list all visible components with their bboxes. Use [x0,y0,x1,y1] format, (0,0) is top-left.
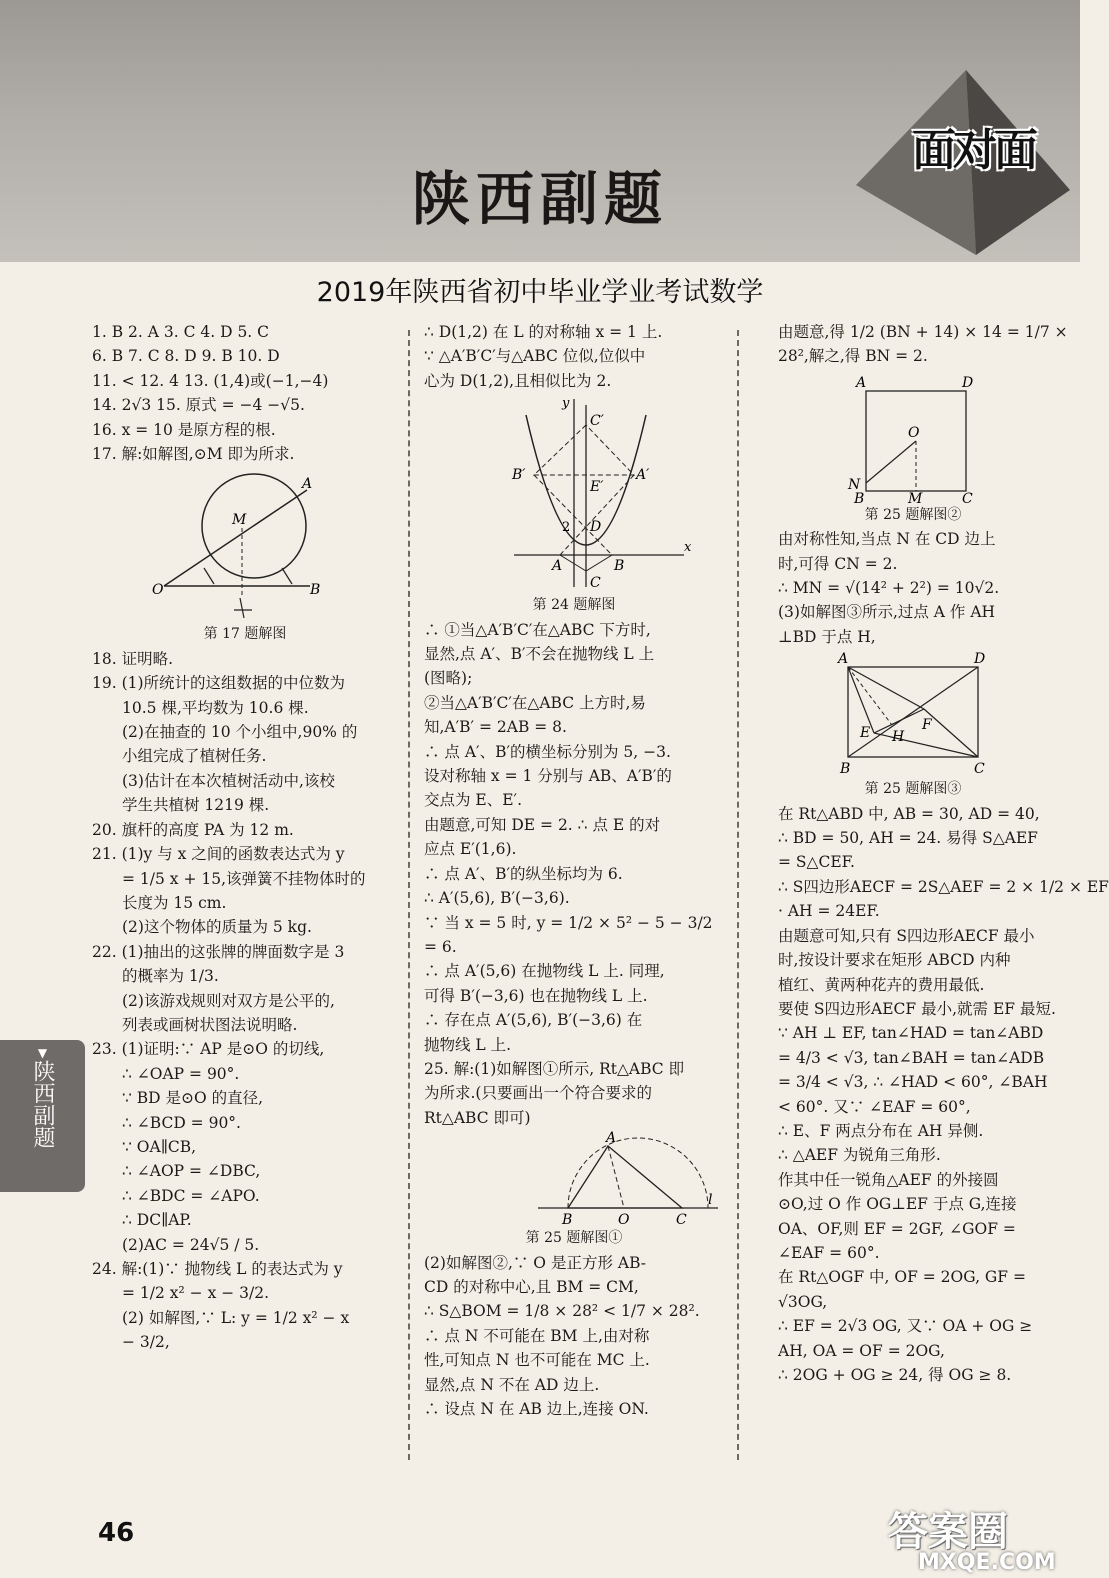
watermark-url: MXQE.COM [918,1550,1056,1575]
answer-line: 23. (1)证明:∵ AP 是⊙O 的切线, [92,1040,325,1059]
answer-line: (图略); [424,669,473,688]
answer-line: ∴ ∠OAP = 90°. [122,1064,240,1083]
answer-line: ∴ ∠AOP = ∠DBC, [122,1162,261,1181]
side-tab-label: 陕西副题 [30,1060,55,1148]
watermark-logo: 答案圈 [888,1509,1008,1555]
answer-line: ∴ 点 A′(5,6) 在抛物线 L 上. 同理, [424,962,665,981]
svg-text:C: C [974,761,985,778]
answer-line: 25. 解:(1)如解图①所示, Rt△ABC 即 [424,1059,685,1078]
svg-text:D: D [974,651,986,668]
page-title: 陕西副题 [411,165,668,233]
answer-line: 1. B 2. A 3. C 4. D 5. C [92,323,270,341]
figure-25-2 [844,371,984,507]
answer-line: ∴ △AEF 为锐角三角形. [778,1146,941,1165]
svg-text:B: B [840,761,851,778]
answer-line: 应点 E′(1,6). [424,840,517,859]
answer-line: AH, OA = OF = 2OG, [778,1341,945,1360]
brand-logo: 面对面 [912,125,1035,176]
answer-line: 时,按设计要求在矩形 ABCD 内种 [778,951,1011,970]
answer-line: ∴ DC∥AP. [122,1211,192,1230]
answer-line: = 4/3 < √3, tan∠BAH = tan∠ADB [778,1048,1045,1067]
answer-line: ∴ 点 A′、B′的纵坐标均为 6. [424,864,623,883]
answer-line: 抛物线 L 上. [424,1035,512,1054]
svg-text:B′: B′ [512,467,526,484]
answer-line: 作其中任一锐角△AEF 的外接圆 [778,1170,999,1189]
answer-line: (2)这个物体的质量为 5 kg. [122,918,312,937]
answer-line: (2) 如解图,∵ L: y = 1/2 x² − x [122,1308,350,1327]
answer-line: 时,可得 CN = 2. [778,554,898,573]
svg-text:B: B [614,558,625,575]
figure-caption: 第 25 题解图② [864,506,962,523]
answer-line: ∴ EF = 2√3 OG, 又∵ OA + OG ≥ [778,1317,1033,1336]
answer-line: = 1/2 x² − x − 3/2. [122,1284,270,1303]
answer-line: (2)在抽查的 10 个小组中,90% 的 [122,723,358,742]
answer-line: ∴ ∠BCD = 90°. [122,1113,241,1132]
answer-line: 21. (1)y 与 x 之间的函数表达式为 y [92,845,345,864]
answer-line: 11. < 12. 4 13. (1,4)或(−1,−4) [92,371,329,390]
svg-text:B: B [854,490,865,507]
figure-caption: 第 25 题解图① [525,1230,623,1247]
answer-line: 交点为 E、E′. [424,791,523,810]
svg-text:A: A [552,558,563,575]
figure-24 [504,395,694,591]
answer-line: ∴ S△BOM = 1/8 × 28² < 1/7 × 28². [424,1302,700,1321]
answer-line: OA、OF,则 EF = 2GF, ∠GOF = [778,1219,1016,1238]
answer-line: 17. 解:如解图,⊙M 即为所求. [92,445,295,464]
figure-caption: 第 24 题解图 [532,597,616,614]
exam-subtitle: 2019年陕西省初中毕业学业考试数学 [316,277,764,308]
svg-text:x: x [684,540,692,556]
answer-line: 在 Rt△ABD 中, AB = 30, AD = 40, [778,804,1040,823]
answer-line: 由题意,得 1/2 (BN + 14) × 14 = 1/7 × [778,323,1068,341]
answer-line: 心为 D(1,2),且相似比为 2. [424,371,612,390]
answer-line: ∴ ∠BDC = ∠APO. [122,1186,260,1205]
answer-line: = 1/5 x + 15,该弹簧不挂物体时的 [122,869,366,888]
answer-line: (2)如解图②,∵ O 是正方形 AB- [424,1253,646,1272]
answer-line: < 60°. 又∵ ∠EAF = 60°, [778,1097,971,1116]
page-number: 46 [98,1518,135,1548]
answer-line: ∴ 存在点 A′(5,6), B′(−3,6) 在 [424,1011,643,1030]
svg-text:A: A [838,651,849,668]
answer-line: · AH = 24EF. [778,902,880,921]
answer-line: ∵ AH ⊥ EF, tan∠HAD = tan∠ABD [778,1024,1044,1043]
svg-text:A: A [606,1130,617,1147]
column-divider-1 [408,330,410,1460]
svg-text:D: D [590,519,602,536]
answer-column-1 [92,320,398,1355]
answer-line: 小组完成了植树任务. [122,747,267,766]
svg-text:E′: E′ [590,479,604,496]
answer-line: ∴ BD = 50, AH = 24. 易得 S△AEF [778,829,1038,848]
svg-text:C: C [676,1212,687,1229]
svg-text:A: A [856,374,867,391]
answer-line: 要使 S四边形AECF 最小,就需 EF 最短. [778,999,1056,1018]
answer-column-3 [778,320,1109,1387]
answer-line: 长度为 15 cm. [122,893,227,912]
answer-line: (3)如解图③所示,过点 A 作 AH [778,603,996,622]
answer-line: ∴ E、F 两点分布在 AH 异侧. [778,1121,984,1140]
svg-text:B: B [310,582,321,599]
answer-line: 18. 证明略. [92,649,174,668]
svg-text:l: l [708,1192,713,1209]
answer-line: ∵ OA∥CB, [122,1137,197,1156]
svg-text:A′: A′ [636,467,650,484]
answer-line: = 3/4 < √3, ∴ ∠HAD < 60°, ∠BAH [778,1073,1048,1092]
svg-text:M: M [232,512,247,529]
answer-line: 列表或画树状图法说明略. [122,1015,298,1034]
answer-line: (2)AC = 24√5 / 5. [122,1235,260,1254]
answer-line: 24. 解:(1)∵ 抛物线 L 的表达式为 y [92,1260,343,1278]
svg-text:A: A [302,476,313,493]
figure-caption: 第 25 题解图③ [864,781,962,798]
answer-line: = 6. [424,937,457,956]
svg-text:M: M [908,490,923,507]
svg-text:E: E [860,725,871,742]
answer-line: ∴ 设点 N 在 AB 边上,连接 ON. [424,1400,649,1418]
answer-line: 知,A′B′ = 2AB = 8. [424,718,567,737]
answer-line: 22. (1)抽出的这张牌的牌面数字是 3 [92,942,345,961]
answer-line: ∵ 当 x = 5 时, y = 1/2 × 5² − 5 − 3/2 [424,913,713,932]
answer-line: ⊥BD 于点 H, [778,627,876,646]
answer-line: ⊙O,过 O 作 OG⊥EF 于点 G,连接 [778,1195,1017,1214]
answer-line: 14. 2√3 15. 原式 = −4 −√5. [92,396,305,415]
answer-line: CD 的对称中心,且 BM = CM, [424,1277,639,1296]
svg-text:C: C [962,490,973,507]
svg-text:C: C [590,575,601,592]
svg-text:N: N [848,476,861,493]
answer-line: 的概率为 1/3. [122,967,219,986]
answer-line: 由对称性知,当点 N 在 CD 边上 [778,530,996,549]
answer-line: ∴ 2OG + OG ≥ 24, 得 OG ≥ 8. [778,1366,1012,1384]
answer-line: 性,可知点 N 也不可能在 MC 上. [424,1351,650,1370]
side-tab [0,1040,85,1192]
svg-text:H: H [892,729,905,746]
answer-line: Rt△ABC 即可) [424,1108,531,1127]
answer-line: = S△CEF. [778,853,855,872]
answer-line: 可得 B′(−3,6) 也在抛物线 L 上. [424,986,648,1005]
figure-25-3 [834,651,994,778]
answer-line: ∵ △A′B′C′与△ABC 位似,位似中 [424,347,646,366]
answer-line: ∴ 点 N 不可能在 BM 上,由对称 [424,1326,650,1345]
answer-line: 为所求.(只要画出一个符合要求的 [424,1084,652,1103]
answer-line: 显然,点 A′、B′不会在抛物线 L 上 [424,645,655,664]
column-divider-2 [737,330,739,1460]
answer-line: √3OG, [778,1292,828,1311]
svg-text:y: y [562,396,570,412]
svg-text:O: O [618,1212,630,1229]
answer-line: ∴ ①当△A′B′C′在△ABC 下方时, [424,620,651,639]
answer-line: 由题意可知,只有 S四边形AECF 最小 [778,926,1035,945]
answer-line: ∴ S四边形AECF = 2S△AEF = 2 × 1/2 × EF [778,877,1109,896]
svg-text:O: O [908,424,920,441]
answer-line: 由题意,可知 DE = 2. ∴ 点 E 的对 [424,815,661,834]
svg-text:C′: C′ [590,413,604,430]
answer-line: 28²,解之,得 BN = 2. [778,347,928,366]
triangle-down-icon: ▼ [37,1046,48,1060]
answer-line: 10.5 棵,平均数为 10.6 棵. [122,698,309,717]
answer-line: ∴ D(1,2) 在 L 的对称轴 x = 1 上. [424,323,663,341]
answer-line: 19. (1)所统计的这组数据的中位数为 [92,674,346,693]
answer-line: ∴ MN = √(14² + 2²) = 10√2. [778,579,1000,598]
svg-text:F: F [922,717,932,734]
answer-line: 显然,点 N 不在 AD 边上. [424,1375,600,1394]
answer-line: 学生共植树 1219 棵. [122,796,270,815]
figure-25-1 [468,1130,713,1229]
figure-caption: 第 17 题解图 [203,626,287,643]
answer-line: 在 Rt△OGF 中, OF = 2OG, GF = [778,1268,1026,1287]
answer-line: ②当△A′B′C′在△ABC 上方时,易 [424,693,646,712]
answer-line: ∴ 点 A′、B′的横坐标分别为 5, −3. [424,742,671,761]
answer-line: (3)估计在本次植树活动中,该校 [122,771,335,790]
svg-text:O: O [152,582,164,599]
answer-column-2 [424,320,724,1421]
figure-17 [152,468,392,620]
svg-text:B: B [562,1212,573,1229]
svg-text:D: D [962,374,974,391]
answer-line: ∴ A′(5,6), B′(−3,6). [424,889,570,908]
svg-text:2: 2 [562,520,571,536]
answer-line: − 3/2, [122,1333,170,1352]
answer-line: 植红、黄两种花卉的费用最低. [778,975,985,994]
answer-line: 6. B 7. C 8. D 9. B 10. D [92,347,280,366]
answer-line: ∵ BD 是⊙O 的直径, [122,1089,264,1108]
answer-line: (2)该游戏规则对双方是公平的, [122,991,335,1010]
answer-line: 设对称轴 x = 1 分别与 AB、A′B′的 [424,767,672,786]
answer-line: 16. x = 10 是原方程的根. [92,420,276,439]
answer-line: ∠EAF = 60°. [778,1243,880,1262]
answer-line: 20. 旗杆的高度 PA 为 12 m. [92,820,294,839]
